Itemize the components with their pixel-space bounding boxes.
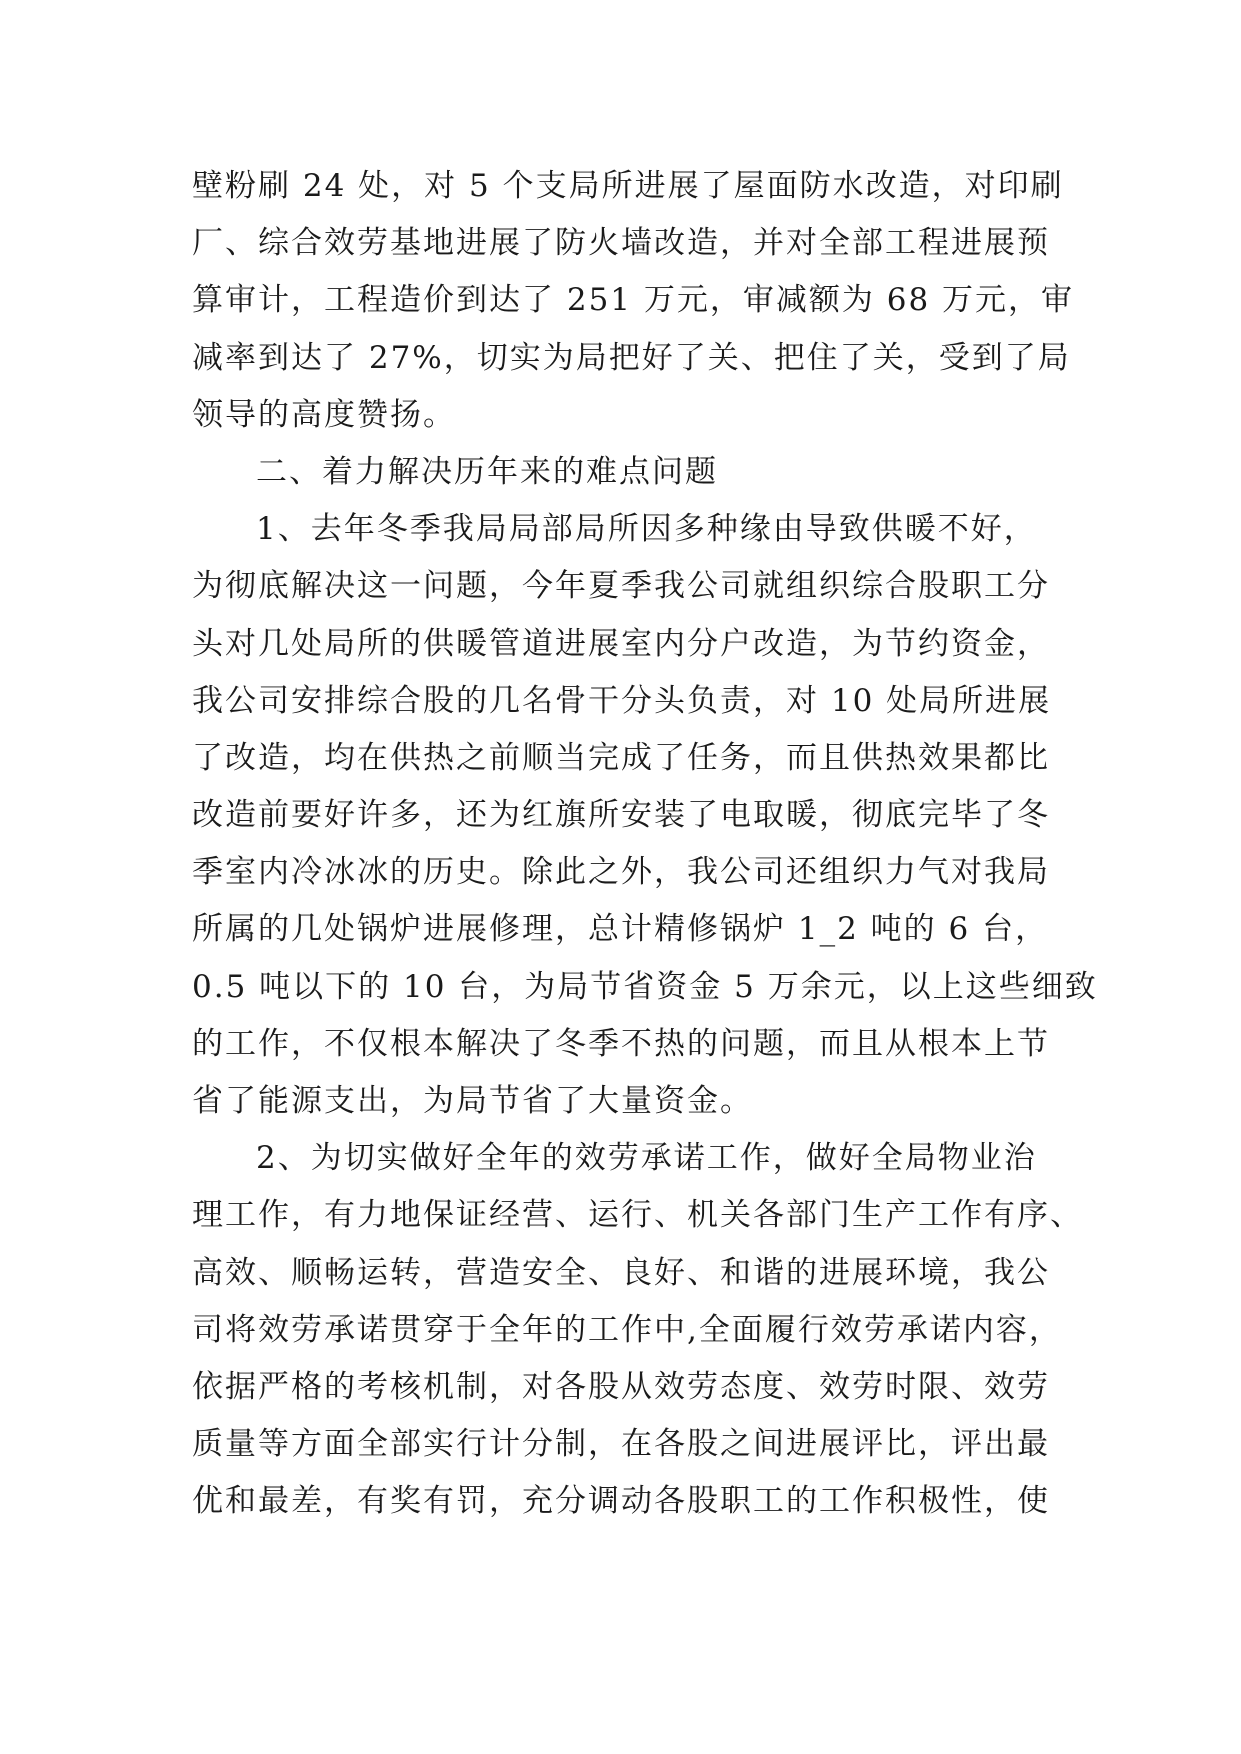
section-heading: 二、着力解决历年来的难点问题	[256, 453, 718, 490]
text-line: 我公司安排综合股的几名骨干分头负责，对 10 处局所进展	[192, 682, 1052, 719]
text-line: 减率到达了 27%，切实为局把好了关、把住了关，受到了局	[192, 339, 1071, 376]
text-line: 2、为切实做好全年的效劳承诺工作，做好全局物业治	[256, 1140, 1037, 1177]
text-line: 改造前要好许多，还为红旗所安装了电取暖，彻底完毕了冬	[192, 797, 1050, 834]
text-line: 壁粉刷 24 处，对 5 个支局所进展了屋面防水改造，对印刷	[192, 168, 1064, 204]
text-line: 优和最差，有奖有罚，充分调动各股职工的工作积极性，使	[192, 1483, 1050, 1520]
text-line: 0.5 吨以下的 10 台，为局节省资金 5 万余元，以上这些细致	[192, 968, 1098, 1005]
text-line: 依据严格的考核机制，对各股从效劳态度、效劳时限、效劳	[192, 1368, 1050, 1405]
text-line: 质量等方面全部实行计分制，在各股之间进展评比，评出最	[192, 1426, 1050, 1463]
text-line: 省了能源支出，为局节省了大量资金。	[192, 1083, 753, 1119]
text-line: 了改造，均在供热之前顺当完成了任务，而且供热效果都比	[192, 739, 1050, 776]
text-line: 领导的高度赞扬。	[192, 396, 456, 433]
text-line: 司将效劳承诺贯穿于全年的工作中,全面履行效劳承诺内容，	[192, 1311, 1062, 1348]
text-line: 厂、综合效劳基地进展了防火墙改造，并对全部工程进展预	[192, 225, 1050, 262]
text-line: 算审计，工程造价到达了 251 万元，审减额为 68 万元，审	[192, 282, 1075, 319]
text-line: 的工作，不仅根本解决了冬季不热的问题，而且从根本上节	[192, 1025, 1050, 1062]
text-line: 1、去年冬季我局局部局所因多种缘由导致供暖不好，	[256, 511, 1037, 548]
text-line: 为彻底解决这一问题，今年夏季我公司就组织综合股职工分	[192, 568, 1050, 605]
text-line: 季室内冷冰冰的历史。除此之外，我公司还组织力气对我局	[192, 854, 1050, 891]
document-body	[192, 158, 1098, 1531]
text-line: 头对几处局所的供暖管道进展室内分户改造，为节约资金，	[192, 625, 1050, 662]
text-line: 理工作，有力地保证经营、运行、机关各部门生产工作有序、	[192, 1197, 1083, 1234]
text-line: 所属的几处锅炉进展修理，总计精修锅炉 1_2 吨的 6 台，	[192, 911, 1049, 948]
text-line: 高效、顺畅运转，营造安全、良好、和谐的进展环境，我公	[192, 1254, 1050, 1291]
